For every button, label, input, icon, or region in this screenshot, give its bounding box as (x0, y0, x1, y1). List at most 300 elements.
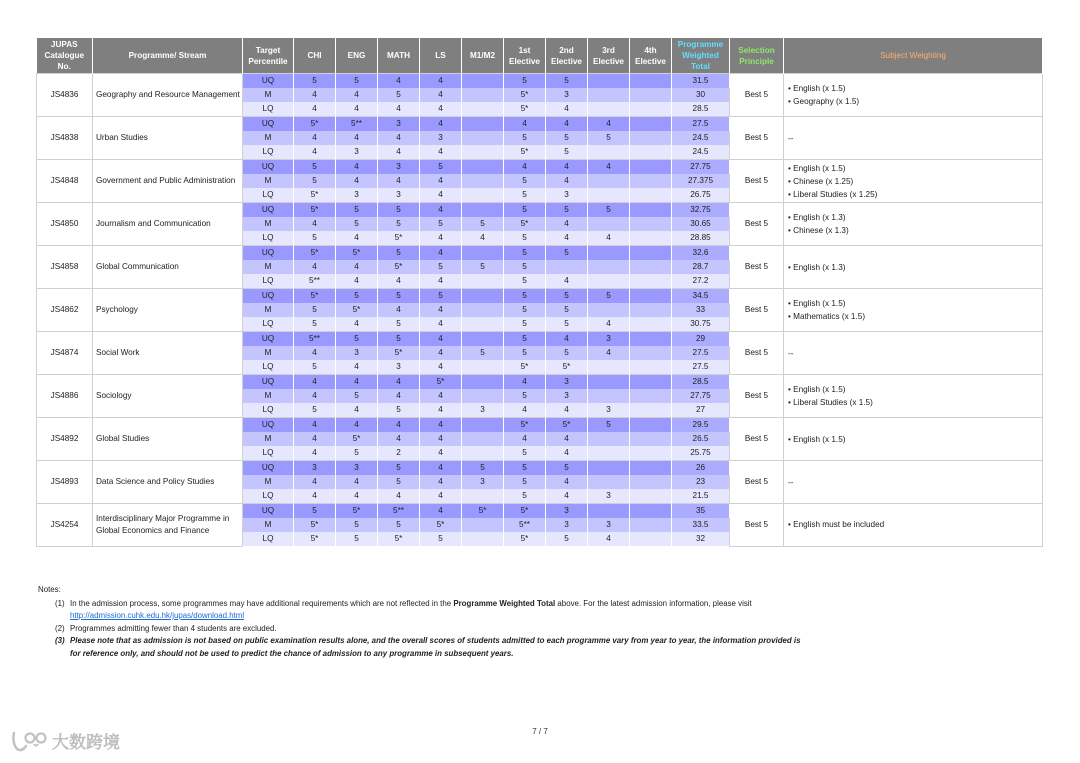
cell-eng: 5* (336, 303, 378, 317)
cell-eng: 5 (336, 532, 378, 546)
cell-weighted-total: 33.5 (672, 518, 730, 532)
header-eng: ENG (336, 38, 378, 74)
header-catalogue-no: JUPAS Catalogue No. (37, 38, 93, 74)
cell-elective-2: 3 (546, 504, 588, 519)
cell-elective-4 (630, 131, 672, 145)
cell-percentile: LQ (243, 360, 294, 375)
weighting-item: • Chinese (x 1.3) (788, 224, 1042, 237)
note-3-text-line1: Please note that as admission is not based on public examination results alone, and the overall scores of students admitted to each programme vary from year to year, the information provided is (70, 636, 801, 645)
cell-elective-4 (630, 504, 672, 519)
weighting-item: • Chinese (x 1.25) (788, 175, 1042, 188)
cell-ls: 4 (420, 389, 462, 403)
cell-eng: 4 (336, 489, 378, 504)
catalogue-no: JS4893 (37, 461, 93, 504)
cell-math: 2 (378, 446, 420, 461)
cell-ls: 4 (420, 461, 462, 476)
catalogue-no: JS4850 (37, 203, 93, 246)
header-selection-principle: Selection Principle (730, 38, 784, 74)
cell-m1-m2 (462, 332, 504, 347)
cell-weighted-total: 30 (672, 88, 730, 102)
weighting-none: -- (788, 348, 794, 358)
cell-elective-4 (630, 289, 672, 304)
weighting-list (788, 261, 1042, 274)
cell-elective-2: 4 (546, 475, 588, 489)
cell-elective-2: 4 (546, 117, 588, 132)
cell-weighted-total: 28.7 (672, 260, 730, 274)
cell-eng: 3 (336, 346, 378, 360)
cell-m1-m2 (462, 389, 504, 403)
cell-m1-m2 (462, 88, 504, 102)
cell-weighted-total: 28.5 (672, 375, 730, 390)
subject-weighting (784, 246, 1043, 289)
cell-m1-m2 (462, 102, 504, 117)
cell-chi: 4 (294, 418, 336, 433)
header-weighted-total: Programme Weighted Total (672, 38, 730, 74)
weighting-item: • English (x 1.5) (788, 383, 1042, 396)
cell-elective-2: 5 (546, 532, 588, 546)
cell-weighted-total: 33 (672, 303, 730, 317)
cell-elective-3: 3 (588, 332, 630, 347)
cell-math: 5* (378, 346, 420, 360)
cell-weighted-total: 27.75 (672, 160, 730, 175)
cell-eng: 4 (336, 317, 378, 332)
weighting-none: -- (788, 133, 794, 143)
cell-chi: 5** (294, 274, 336, 289)
cell-elective-2: 5 (546, 145, 588, 160)
cell-chi: 5 (294, 303, 336, 317)
cell-m1-m2 (462, 289, 504, 304)
cell-elective-2: 4 (546, 489, 588, 504)
cell-chi: 5* (294, 518, 336, 532)
cell-weighted-total: 32.6 (672, 246, 730, 261)
cell-elective-2: 5 (546, 289, 588, 304)
selection-principle: Best 5 (730, 461, 784, 504)
cell-math: 4 (378, 375, 420, 390)
subject-weighting (784, 375, 1043, 418)
weighting-item: • Liberal Studies (x 1.25) (788, 188, 1042, 201)
cell-elective-4 (630, 303, 672, 317)
cell-elective-1: 4 (504, 375, 546, 390)
cell-weighted-total: 30.65 (672, 217, 730, 231)
cell-elective-2: 3 (546, 389, 588, 403)
catalogue-no: JS4254 (37, 504, 93, 547)
cell-weighted-total: 26.5 (672, 432, 730, 446)
cell-ls: 5 (420, 217, 462, 231)
cell-elective-4 (630, 231, 672, 246)
cell-chi: 5* (294, 117, 336, 132)
cell-weighted-total: 26.75 (672, 188, 730, 203)
cell-elective-2: 4 (546, 446, 588, 461)
cell-percentile: UQ (243, 117, 294, 132)
cell-ls: 4 (420, 174, 462, 188)
cell-math: 5** (378, 504, 420, 519)
weighting-item: • English (x 1.3) (788, 261, 1042, 274)
cell-ls: 5 (420, 532, 462, 546)
cell-elective-1: 5 (504, 274, 546, 289)
cell-percentile: M (243, 346, 294, 360)
cell-elective-4 (630, 346, 672, 360)
cell-elective-1: 5 (504, 231, 546, 246)
cell-elective-3 (588, 475, 630, 489)
cell-m1-m2 (462, 432, 504, 446)
cell-elective-1: 5 (504, 131, 546, 145)
cell-eng: 4 (336, 403, 378, 418)
cell-chi: 4 (294, 475, 336, 489)
cell-elective-1: 4 (504, 432, 546, 446)
cell-ls: 4 (420, 360, 462, 375)
cell-chi: 4 (294, 131, 336, 145)
watermark-logo-icon (10, 729, 48, 753)
cell-m1-m2 (462, 360, 504, 375)
cell-elective-3 (588, 74, 630, 89)
note-3 (38, 635, 1038, 660)
cell-elective-3 (588, 174, 630, 188)
cell-elective-2: 5 (546, 246, 588, 261)
weighting-list (788, 82, 1042, 108)
cell-ls: 4 (420, 117, 462, 132)
cell-elective-2: 3 (546, 88, 588, 102)
cell-elective-4 (630, 475, 672, 489)
weighting-list (788, 162, 1042, 201)
selection-principle: Best 5 (730, 160, 784, 203)
cell-m1-m2 (462, 518, 504, 532)
cell-eng: 5* (336, 246, 378, 261)
cell-elective-3: 3 (588, 518, 630, 532)
cell-elective-1: 5 (504, 332, 546, 347)
programme-name: Geography and Resource Management (93, 74, 243, 117)
cell-chi: 5 (294, 403, 336, 418)
cell-elective-3 (588, 217, 630, 231)
cell-elective-4 (630, 203, 672, 218)
cell-math: 4 (378, 131, 420, 145)
cell-math: 4 (378, 145, 420, 160)
programme-name: Urban Studies (93, 117, 243, 160)
cell-elective-4 (630, 74, 672, 89)
cell-m1-m2 (462, 131, 504, 145)
cell-eng: 5 (336, 332, 378, 347)
cell-elective-3: 3 (588, 489, 630, 504)
selection-principle: Best 5 (730, 332, 784, 375)
cell-weighted-total: 24.5 (672, 145, 730, 160)
header-m1-m2: M1/M2 (462, 38, 504, 74)
cell-math: 3 (378, 360, 420, 375)
cell-elective-2: 5 (546, 303, 588, 317)
cell-percentile: LQ (243, 102, 294, 117)
cell-elective-1: 5 (504, 260, 546, 274)
weighting-list (788, 211, 1042, 237)
cell-m1-m2 (462, 532, 504, 546)
table-row (37, 117, 1043, 132)
cell-elective-1: 5 (504, 203, 546, 218)
subject-weighting (784, 461, 1043, 504)
cell-eng: 4 (336, 160, 378, 175)
cell-eng: 4 (336, 102, 378, 117)
note-1 (38, 598, 1038, 623)
cell-elective-3: 5 (588, 289, 630, 304)
cell-ls: 4 (420, 231, 462, 246)
cell-elective-4 (630, 432, 672, 446)
cell-weighted-total: 23 (672, 475, 730, 489)
weighting-item: • English (x 1.5) (788, 297, 1042, 310)
weighting-item: • English (x 1.3) (788, 211, 1042, 224)
cell-elective-3 (588, 102, 630, 117)
cell-ls: 5 (420, 160, 462, 175)
selection-principle: Best 5 (730, 117, 784, 160)
cell-weighted-total: 24.5 (672, 131, 730, 145)
cell-ls: 4 (420, 203, 462, 218)
catalogue-no: JS4892 (37, 418, 93, 461)
cell-m1-m2 (462, 274, 504, 289)
note-1-bold-term: Programme Weighted Total (453, 598, 556, 608)
cell-ls: 4 (420, 432, 462, 446)
cell-ls: 4 (420, 346, 462, 360)
cell-m1-m2 (462, 418, 504, 433)
cell-elective-2: 4 (546, 432, 588, 446)
weighting-item: • Mathematics (x 1.5) (788, 310, 1042, 323)
cell-elective-4 (630, 274, 672, 289)
watermark (10, 728, 120, 753)
note-3-text-line2: for reference only, and should not be used to predict the chance of admission to any programme in subsequent years. (70, 648, 514, 658)
cell-percentile: M (243, 131, 294, 145)
cell-math: 5 (378, 246, 420, 261)
cell-eng: 4 (336, 88, 378, 102)
cell-m1-m2 (462, 74, 504, 89)
cell-elective-3 (588, 360, 630, 375)
cell-ls: 4 (420, 303, 462, 317)
cell-elective-3: 4 (588, 532, 630, 546)
weighting-item: • English must be included (788, 518, 1042, 531)
cell-chi: 4 (294, 102, 336, 117)
cell-elective-1: 5 (504, 475, 546, 489)
cell-weighted-total: 35 (672, 504, 730, 519)
cell-elective-2: 4 (546, 274, 588, 289)
cell-math: 4 (378, 274, 420, 289)
cell-elective-1: 5** (504, 518, 546, 532)
weighting-none: -- (788, 477, 794, 487)
cell-eng: 4 (336, 360, 378, 375)
cell-percentile: M (243, 303, 294, 317)
cell-elective-1: 5* (504, 102, 546, 117)
programme-name: Social Work (93, 332, 243, 375)
cell-elective-1: 5* (504, 217, 546, 231)
cell-elective-4 (630, 117, 672, 132)
cell-elective-3 (588, 504, 630, 519)
cell-elective-4 (630, 403, 672, 418)
cell-weighted-total: 25.75 (672, 446, 730, 461)
cell-weighted-total: 27.75 (672, 389, 730, 403)
cell-chi: 5 (294, 504, 336, 519)
cell-math: 5* (378, 260, 420, 274)
cell-percentile: UQ (243, 461, 294, 476)
cell-percentile: M (243, 518, 294, 532)
cell-elective-2: 3 (546, 188, 588, 203)
cell-ls: 5 (420, 260, 462, 274)
cell-ls: 4 (420, 188, 462, 203)
cell-elective-2: 3 (546, 375, 588, 390)
cell-math: 5 (378, 403, 420, 418)
cell-elective-2: 5 (546, 203, 588, 218)
notes-title: Notes: (38, 585, 61, 594)
header-1st-elective: 1st Elective (504, 38, 546, 74)
cell-elective-2: 5* (546, 360, 588, 375)
admission-download-link[interactable]: http://admission.cuhk.edu.hk/jupas/download.html (70, 611, 245, 620)
cell-elective-3: 5 (588, 418, 630, 433)
table-row (37, 461, 1043, 476)
cell-math: 4 (378, 432, 420, 446)
cell-weighted-total: 26 (672, 461, 730, 476)
programme-name: Sociology (93, 375, 243, 418)
table-body (37, 74, 1043, 547)
cell-chi: 5** (294, 332, 336, 347)
cell-elective-1: 5* (504, 145, 546, 160)
weighting-list (788, 383, 1042, 409)
cell-eng: 5 (336, 74, 378, 89)
table-row (37, 375, 1043, 390)
cell-chi: 4 (294, 260, 336, 274)
cell-ls: 4 (420, 246, 462, 261)
cell-math: 5 (378, 217, 420, 231)
cell-elective-3 (588, 432, 630, 446)
cell-elective-4 (630, 418, 672, 433)
cell-chi: 3 (294, 461, 336, 476)
cell-percentile: LQ (243, 446, 294, 461)
cell-weighted-total: 29 (672, 332, 730, 347)
cell-math: 4 (378, 489, 420, 504)
cell-percentile: UQ (243, 246, 294, 261)
programme-name: Journalism and Communication (93, 203, 243, 246)
cell-chi: 4 (294, 389, 336, 403)
cell-chi: 5* (294, 532, 336, 546)
cell-percentile: M (243, 88, 294, 102)
weighting-item: • Liberal Studies (x 1.5) (788, 396, 1042, 409)
cell-elective-3 (588, 260, 630, 274)
cell-m1-m2 (462, 489, 504, 504)
selection-principle: Best 5 (730, 504, 784, 547)
programme-name: Government and Public Administration (93, 160, 243, 203)
cell-chi: 4 (294, 217, 336, 231)
cell-eng: 5 (336, 389, 378, 403)
cell-elective-4 (630, 489, 672, 504)
cell-percentile: LQ (243, 274, 294, 289)
cell-elective-3 (588, 303, 630, 317)
cell-elective-3 (588, 461, 630, 476)
subject-weighting (784, 332, 1043, 375)
cell-elective-2: 5* (546, 418, 588, 433)
weighting-item: • English (x 1.5) (788, 433, 1042, 446)
cell-elective-4 (630, 375, 672, 390)
cell-elective-4 (630, 461, 672, 476)
cell-elective-2: 4 (546, 403, 588, 418)
cell-elective-1: 5 (504, 317, 546, 332)
cell-elective-3 (588, 88, 630, 102)
cell-elective-2 (546, 260, 588, 274)
cell-m1-m2 (462, 174, 504, 188)
note-3-number: (3) (55, 636, 65, 645)
cell-math: 4 (378, 303, 420, 317)
cell-percentile: LQ (243, 532, 294, 546)
cell-math: 5 (378, 289, 420, 304)
cell-elective-4 (630, 446, 672, 461)
selection-principle: Best 5 (730, 246, 784, 289)
subject-weighting (784, 117, 1043, 160)
note-1-text: In the admission process, some programmes may have additional requirements which are not reflected in the (70, 598, 452, 608)
cell-eng: 5 (336, 217, 378, 231)
catalogue-no: JS4836 (37, 74, 93, 117)
cell-math: 4 (378, 389, 420, 403)
cell-math: 4 (378, 102, 420, 117)
programme-name: Global Studies (93, 418, 243, 461)
header-subject-weighting: Subject Weighting (784, 38, 1043, 74)
table-row (37, 74, 1043, 89)
cell-eng: 3 (336, 188, 378, 203)
page-number: 7 / 7 (532, 727, 548, 736)
cell-eng: 5 (336, 203, 378, 218)
cell-chi: 4 (294, 375, 336, 390)
cell-elective-1: 5 (504, 174, 546, 188)
cell-chi: 5* (294, 289, 336, 304)
note-2-text: Programmes admitting fewer than 4 students are excluded. (70, 623, 277, 633)
subject-weighting (784, 160, 1043, 203)
programme-name: Global Communication (93, 246, 243, 289)
cell-elective-3: 5 (588, 203, 630, 218)
cell-percentile: UQ (243, 504, 294, 519)
cell-eng: 4 (336, 418, 378, 433)
cell-eng: 4 (336, 174, 378, 188)
cell-weighted-total: 27.375 (672, 174, 730, 188)
cell-elective-4 (630, 160, 672, 175)
cell-percentile: M (243, 389, 294, 403)
cell-ls: 4 (420, 446, 462, 461)
cell-elective-4 (630, 389, 672, 403)
cell-eng: 5* (336, 504, 378, 519)
cell-elective-3: 3 (588, 403, 630, 418)
cell-elective-1: 5 (504, 446, 546, 461)
cell-elective-1: 5 (504, 246, 546, 261)
table-row (37, 203, 1043, 218)
cell-chi: 4 (294, 346, 336, 360)
cell-chi: 4 (294, 88, 336, 102)
header-2nd-elective: 2nd Elective (546, 38, 588, 74)
cell-chi: 5 (294, 317, 336, 332)
cell-weighted-total: 28.85 (672, 231, 730, 246)
cell-m1-m2 (462, 317, 504, 332)
table-row (37, 246, 1043, 261)
cell-percentile: M (243, 260, 294, 274)
cell-chi: 5* (294, 203, 336, 218)
cell-m1-m2: 4 (462, 231, 504, 246)
cell-math: 5 (378, 203, 420, 218)
cell-eng: 3 (336, 461, 378, 476)
cell-math: 5 (378, 317, 420, 332)
cell-elective-3 (588, 246, 630, 261)
cell-elective-1: 5 (504, 74, 546, 89)
subject-weighting (784, 74, 1043, 117)
cell-eng: 5 (336, 518, 378, 532)
cell-eng: 4 (336, 475, 378, 489)
weighting-item: • Geography (x 1.5) (788, 95, 1042, 108)
cell-elective-3: 4 (588, 231, 630, 246)
cell-eng: 4 (336, 260, 378, 274)
cell-elective-3: 4 (588, 160, 630, 175)
header-target-percentile: Target Percentile (243, 38, 294, 74)
cell-percentile: LQ (243, 489, 294, 504)
selection-principle: Best 5 (730, 418, 784, 461)
weighting-item: • English (x 1.5) (788, 82, 1042, 95)
cell-elective-4 (630, 145, 672, 160)
cell-math: 4 (378, 418, 420, 433)
cell-ls: 5 (420, 289, 462, 304)
cell-m1-m2 (462, 160, 504, 175)
